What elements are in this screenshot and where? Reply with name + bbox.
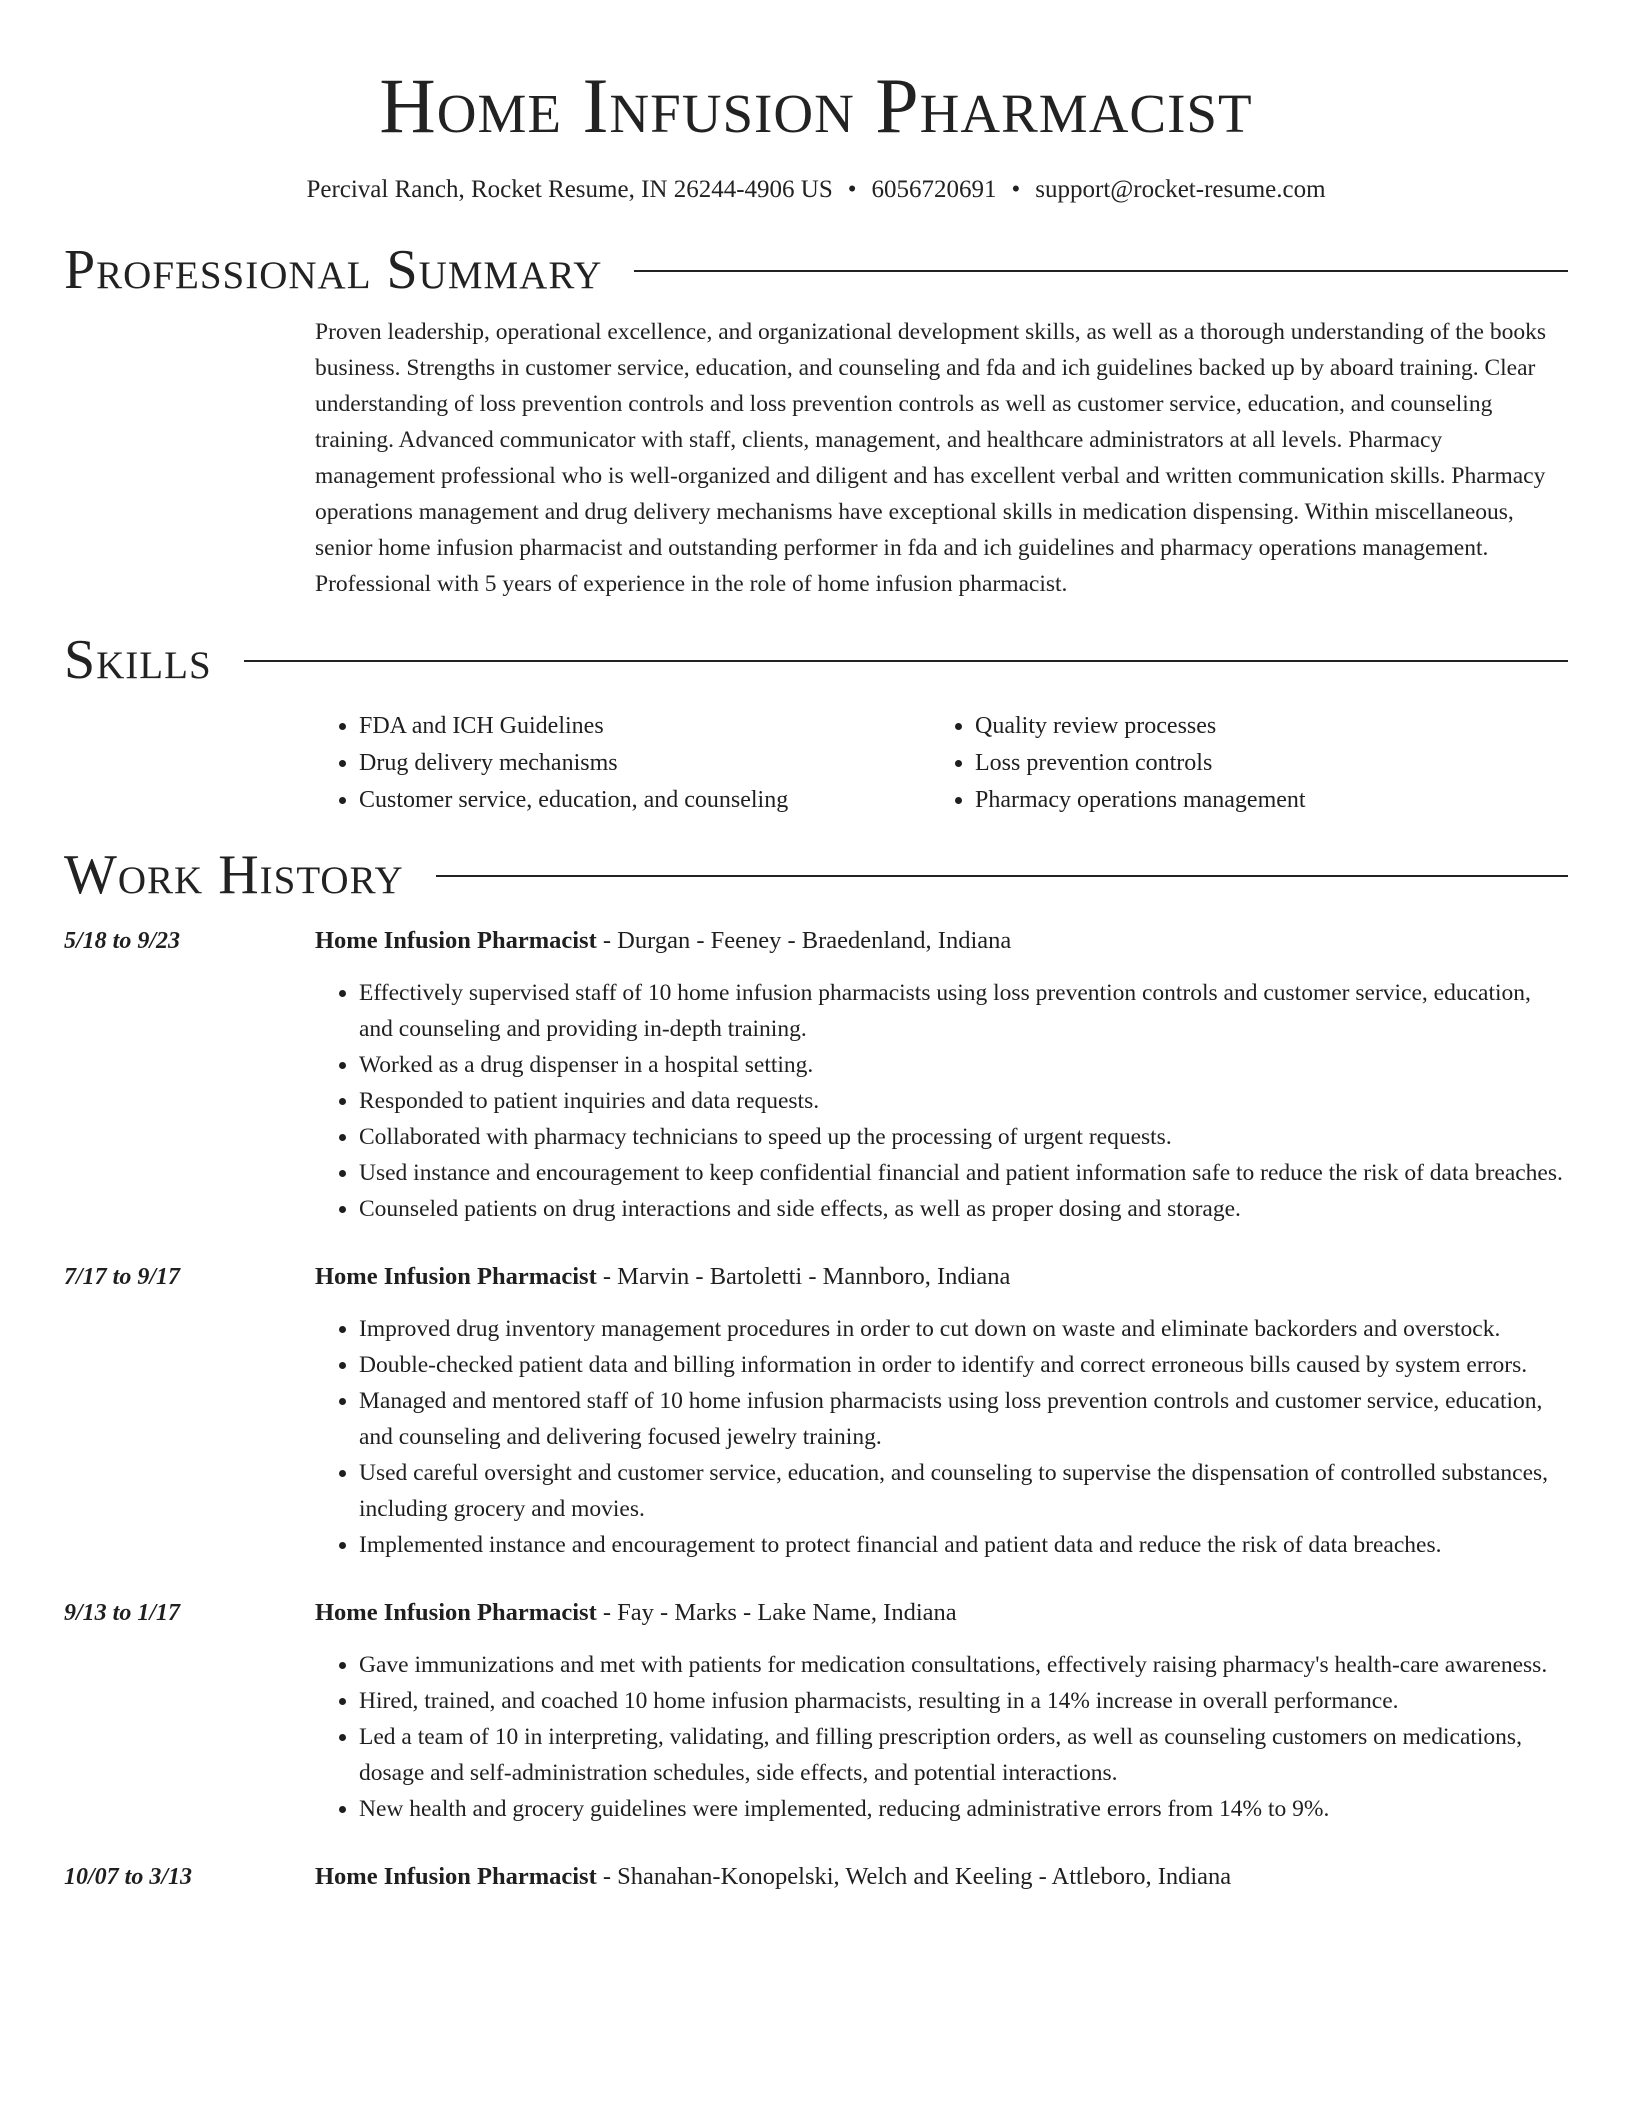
job-title-line xyxy=(315,1595,1568,1631)
skill-item: • Pharmacy operations management xyxy=(975,782,1306,819)
job-bullet: • Improved drug inventory management procedures in order to cut down on waste and eliminate backorders and overstock. xyxy=(359,1311,1568,1347)
job-bullet: • Hired, trained, and coached 10 home infusion pharmacists, resulting in a 14% increase in overall performance. xyxy=(359,1683,1568,1719)
job-bullets xyxy=(315,1647,1568,1827)
skills-heading: Skills xyxy=(64,629,212,691)
job-bullet: • New health and grocery guidelines were implemented, reducing administrative errors from 14% to 9%. xyxy=(359,1791,1568,1827)
job-bullet: • Collaborated with pharmacy technicians to speed up the processing of urgent requests. xyxy=(359,1119,1568,1155)
section-divider xyxy=(244,660,1568,662)
job-entry xyxy=(64,923,1568,1227)
job-bullet: • Used careful oversight and customer service, education, and counseling to supervise the dispensation of controlled substances, including grocery and movies. xyxy=(359,1455,1568,1527)
job-company: - Fay - Marks - Lake Name, Indiana xyxy=(596,1599,957,1626)
skills-column-1 xyxy=(315,708,931,819)
job-body xyxy=(315,1595,1568,1827)
job-bullet: • Counseled patients on drug interactions and side effects, as well as proper dosing and storage. xyxy=(359,1191,1568,1227)
job-title-line xyxy=(315,1259,1568,1295)
contact-address: Percival Ranch, Rocket Resume, IN 26244-4906 US xyxy=(306,176,833,203)
job-dates: 5/18 to 9/23 xyxy=(64,928,181,954)
job-bullet: • Worked as a drug dispenser in a hospital setting. xyxy=(359,1047,1568,1083)
contact-separator: • xyxy=(847,176,857,203)
work-heading: Work History xyxy=(64,844,404,906)
job-dates: 9/13 to 1/17 xyxy=(64,1600,181,1626)
job-bullets xyxy=(315,975,1568,1227)
contact-separator: • xyxy=(1011,176,1021,203)
skill-item: • Customer service, education, and counseling xyxy=(359,782,931,819)
job-bullet: • Effectively supervised staff of 10 home infusion pharmacists using loss prevention controls and customer service, education, and counseling and providing in-depth training. xyxy=(359,975,1568,1047)
job-title-line xyxy=(315,1859,1568,1895)
job-bullet: • Managed and mentored staff of 10 home infusion pharmacists using loss prevention controls and customer service, education, and counseling and delivering focused jewelry training. xyxy=(359,1383,1568,1455)
job-dates: 7/17 to 9/17 xyxy=(64,1264,181,1290)
job-title-line xyxy=(315,923,1568,959)
job-title: Home Infusion Pharmacist xyxy=(315,1599,597,1626)
skill-item: • Quality review processes xyxy=(975,708,1306,745)
job-company: - Durgan - Feeney - Braedenland, Indiana xyxy=(596,927,1012,954)
resume-page xyxy=(64,0,1568,1895)
summary-section-header xyxy=(64,236,1568,304)
candidate-name: Home Infusion Pharmacist xyxy=(379,62,1253,149)
job-entry xyxy=(64,1859,1568,1895)
section-divider xyxy=(436,875,1568,877)
job-bullet: • Gave immunizations and met with patients for medication consultations, effectively raising pharmacy's health-care awareness. xyxy=(359,1647,1568,1683)
skill-item: • FDA and ICH Guidelines xyxy=(359,708,931,745)
job-bullet: • Led a team of 10 in interpreting, validating, and filling prescription orders, as well as counseling customers on medications, dosage and self-administration schedules, side effects, and potential interactions. xyxy=(359,1719,1568,1791)
section-divider xyxy=(634,270,1568,272)
contact-line xyxy=(64,174,1568,206)
job-company: - Shanahan-Konopelski, Welch and Keeling - Attleboro, Indiana xyxy=(596,1863,1232,1890)
job-entry xyxy=(64,1595,1568,1827)
job-bullet: • Used instance and encouragement to keep confidential financial and patient information safe to reduce the risk of data breaches. xyxy=(359,1155,1568,1191)
job-bullets xyxy=(315,1311,1568,1563)
contact-email: support@rocket-resume.com xyxy=(1035,176,1326,203)
job-body xyxy=(315,1259,1568,1563)
summary-text: Proven leadership, operational excellence, and organizational development skills, as well as a thorough understanding of the books business. Strengths in customer service, education, and counseling and fda and ich guidelines backed up by aboard training. Clear understanding of loss prevention controls and loss prevention controls as well as customer service, education, and counseling training. Advanced communicator with staff, clients, management, and healthcare administrators at all levels. Pharmacy management professional who is well-organized and diligent and has excellent verbal and written communication skills. Pharmacy operations management and drug delivery mechanisms have exceptional skills in medication dispensing. Within miscellaneous, senior home infusion pharmacist and outstanding performer in fda and ich guidelines and pharmacy operations management. Professional with 5 years of experience in the role of home infusion pharmacist. xyxy=(315,319,1547,597)
summary-heading: Professional Summary xyxy=(64,239,603,301)
job-bullet: • Double-checked patient data and billing information in order to identify and correct erroneous bills caused by system errors. xyxy=(359,1347,1568,1383)
job-entry xyxy=(64,1259,1568,1563)
job-title: Home Infusion Pharmacist xyxy=(315,927,597,954)
job-body xyxy=(315,1859,1568,1895)
job-bullet: • Implemented instance and encouragement to protect financial and patient data and reduce the risk of data breaches. xyxy=(359,1527,1568,1563)
job-title: Home Infusion Pharmacist xyxy=(315,1263,597,1290)
job-dates: 10/07 to 3/13 xyxy=(64,1864,193,1890)
job-bullet: • Responded to patient inquiries and data requests. xyxy=(359,1083,1568,1119)
skill-item: • Drug delivery mechanisms xyxy=(359,745,931,782)
skills-list xyxy=(315,708,1568,819)
job-body xyxy=(315,923,1568,1227)
contact-phone: 6056720691 xyxy=(871,176,997,203)
work-section-header xyxy=(64,841,1568,909)
job-company: - Marvin - Bartoletti - Mannboro, Indiana xyxy=(596,1263,1011,1290)
skills-section-header xyxy=(64,626,1568,694)
skill-item: • Loss prevention controls xyxy=(975,745,1306,782)
skills-column-2 xyxy=(931,708,1306,819)
job-title: Home Infusion Pharmacist xyxy=(315,1863,597,1890)
